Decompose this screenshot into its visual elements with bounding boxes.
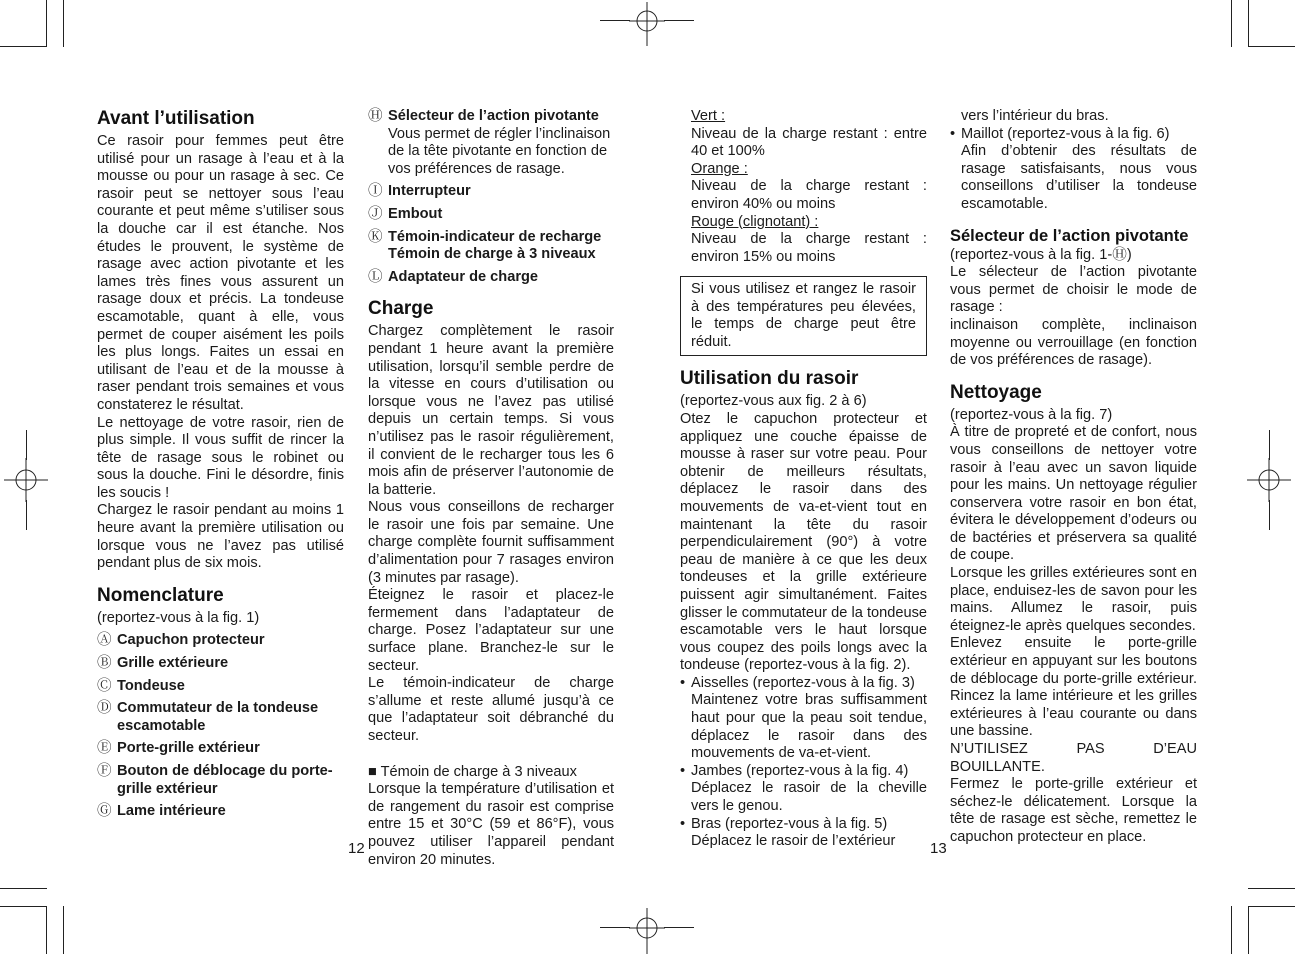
bullet-item bbox=[680, 816, 927, 851]
paragraph: Le sélecteur de l’action pivotante vous permet de choisir le mode de rasage : bbox=[950, 264, 1197, 316]
crop-mark bbox=[1269, 430, 1270, 460]
item-letter: Ⓘ bbox=[368, 183, 383, 200]
level-text-green: Niveau de la charge restant : entre 40 et 100% bbox=[691, 125, 927, 160]
item-letter: Ⓗ bbox=[368, 108, 383, 124]
figure-reference: (reportez-vous aux fig. 2 à 6) bbox=[680, 393, 867, 410]
bullet-item bbox=[950, 126, 1197, 214]
item-letter: Ⓕ bbox=[97, 763, 112, 779]
paragraph: N’UTILISEZ PAS D’EAU BOUILLANTE. bbox=[950, 741, 1197, 775]
paragraph: inclinaison complète, inclinaison moyenne ou verrouillage (en fonction de vos préférences de rasage). bbox=[950, 316, 1197, 369]
nomenclature-item bbox=[368, 183, 614, 201]
bullet-text: Déplacez le rasoir de la cheville vers le genou. bbox=[691, 780, 927, 815]
section-heading-nettoyage: Nettoyage bbox=[950, 381, 1042, 403]
bullet-icon: • bbox=[680, 674, 686, 691]
page-number: 12 bbox=[348, 840, 365, 857]
bullet-item bbox=[680, 763, 927, 816]
item-description: Vous permet de régler l’inclinaison de la tête pivotante en fonction de vos préférences de rasage. bbox=[388, 125, 611, 177]
crop-mark bbox=[1248, 906, 1249, 954]
bullet-text: Déplacez le rasoir de l’extérieur bbox=[691, 833, 896, 850]
paragraph: Nous vous conseillons de recharger le rasoir une fois par semaine. Une charge complète fournit suffisamment d’alimentation pour 7 rasages environ (3 minutes par rasage). bbox=[368, 499, 614, 586]
paragraph: Éteignez le rasoir et placez-le fermement dans l’adaptateur de charge. Posez l’adaptateur sur une surface plane. Branchez-le sur le secteur. bbox=[368, 587, 614, 674]
crop-mark bbox=[600, 20, 630, 21]
paragraph: Chargez le rasoir pendant au moins 1 heure avant la première utilisation ou lorsque vous ne l’avez pas utilisé pendant plus de six mois. bbox=[97, 502, 344, 572]
crop-mark bbox=[26, 430, 27, 460]
item-label: Sélecteur de l’action pivotante bbox=[388, 108, 599, 124]
crop-mark bbox=[1248, 906, 1295, 907]
item-letter: Ⓛ bbox=[368, 268, 383, 285]
item-label: Grille extérieure bbox=[117, 655, 229, 672]
item-label: Tondeuse bbox=[117, 677, 185, 694]
nomenclature-item bbox=[97, 678, 344, 696]
item-label: Porte-grille extérieur bbox=[117, 740, 260, 757]
item-label: Bouton de déblocage du porte-grille extérieur bbox=[117, 763, 333, 797]
bullet-title: Aisselles (reportez-vous à la fig. 3) bbox=[691, 674, 915, 691]
nomenclature-item bbox=[368, 269, 614, 287]
crop-mark bbox=[600, 927, 630, 928]
item-label: Embout bbox=[388, 205, 443, 222]
crop-mark bbox=[1248, 888, 1295, 889]
registration-mark bbox=[629, 2, 665, 46]
registration-mark bbox=[629, 908, 665, 954]
crop-mark bbox=[664, 20, 694, 21]
column-3 bbox=[691, 108, 927, 266]
nomenclature-item bbox=[368, 229, 614, 264]
item-label: Interrupteur bbox=[388, 183, 471, 200]
paragraph: Le nettoyage de votre rasoir, rien de plus simple. Il vous suffit de rincer la tête de rasage sous le robinet ou sous la douche. Fini le désordre, finis les soucis ! bbox=[97, 414, 344, 501]
nomenclature-item bbox=[97, 763, 344, 798]
paragraph: Le témoin-indicateur de charge s’allume et reste allumé jusqu’à ce que l’adaptateur soit débranché du secteur. bbox=[368, 675, 614, 744]
section-heading-selecteur: Sélecteur de l’action pivotante bbox=[950, 226, 1189, 245]
section-heading-utilisation: Utilisation du rasoir bbox=[680, 368, 859, 390]
figure-reference: (reportez-vous à la fig. 1-Ⓗ) bbox=[950, 246, 1132, 263]
column-1 bbox=[97, 108, 344, 821]
item-letter: Ⓓ bbox=[97, 700, 112, 717]
item-label: Témoin-indicateur de recharge Témoin de charge à 3 niveaux bbox=[388, 228, 602, 263]
nomenclature-item bbox=[97, 655, 344, 673]
paragraph: Fermez le porte-grille extérieur et séchez-le délicatement. Lorsque la tête de rasage est sèche, remettez le capuchon protecteur en place. bbox=[950, 776, 1197, 845]
bullet-title: Maillot (reportez-vous à la fig. 6) bbox=[961, 125, 1170, 142]
paragraph: Enlevez ensuite le porte-grille extérieur en appuyant sur les boutons de déblocage du porte-grille extérieur. Rincez la lame intérieure et les grilles extérieures à l’eau courante ou dans une bassine. bbox=[950, 635, 1197, 740]
crop-mark bbox=[664, 927, 694, 928]
figure-reference: (reportez-vous à la fig. 1) bbox=[97, 609, 260, 626]
paragraph: Otez le capuchon protecteur et appliquez une couche épaisse de mousse à raser sur votre peau. Pour obtenir de meilleurs résultats, déplacez le rasoir dans des mouvements de va-et-vient tout en maintenant la tête du rasoir perpendiculairement (90°) à votre peau de manière à ce que les deux tondeuses et la grille extérieure puissent agir simultanément. Faites glisser le commutateur de la tondeuse escamotable vers le haut lorsque vous coupez des poils longs avec la tondeuse (reportez-vous à la fig. 2). bbox=[680, 410, 927, 674]
crop-mark bbox=[1231, 0, 1232, 47]
crop-mark bbox=[46, 0, 47, 47]
subheading-charge-levels: ■ Témoin de charge à 3 niveaux bbox=[368, 763, 577, 780]
level-text-red: Niveau de la charge restant : environ 15% ou moins bbox=[691, 231, 927, 265]
nomenclature-item bbox=[97, 700, 344, 735]
crop-mark bbox=[63, 0, 64, 47]
bullet-icon: • bbox=[680, 815, 686, 832]
bullet-title: Bras (reportez-vous à la fig. 5) bbox=[691, 815, 888, 832]
item-letter: Ⓔ bbox=[97, 740, 112, 757]
item-letter: Ⓖ bbox=[97, 803, 112, 820]
column-4 bbox=[950, 108, 1197, 847]
level-label-red: Rouge (clignotant) : bbox=[691, 213, 819, 230]
paragraph: Chargez complètement le rasoir pendant 1 heure avant la première utilisation, lorsqu’il semble perdre de la vitesse en cours d’utilisation ou lorsque vous ne l’avez pas utilisé depuis un certain temps. Si vous n’utilisez pas le rasoir régulièrement, il convient de le recharger tous les 6 mois afin de préserver l’autonomie de la batterie. bbox=[368, 323, 614, 498]
registration-mark bbox=[4, 458, 48, 502]
figure-reference: (reportez-vous à la fig. 7) bbox=[950, 406, 1113, 423]
paragraph: Lorsque la température d’utilisation et de rangement du rasoir est comprise entre 15 et 30°C (59 et 86°F), vous pouvez utiliser l’appareil pendant environ 20 minutes. bbox=[368, 781, 614, 868]
item-letter: Ⓒ bbox=[97, 677, 112, 694]
nomenclature-item bbox=[97, 632, 344, 650]
section-heading-nomenclature: Nomenclature bbox=[97, 584, 224, 606]
level-label-orange: Orange : bbox=[691, 160, 748, 177]
bullet-text: Afin d’obtenir des résultats de rasage satisfaisants, nous vous conseillons d’utiliser la tondeuse escamotable. bbox=[961, 143, 1197, 212]
page-number: 13 bbox=[930, 840, 947, 857]
paragraph: À titre de propreté et de confort, nous vous conseillons de nettoyer votre rasoir à l’eau avec un savon liquide pour les mains. Un nettoyage régulier conservera votre rasoir en bon état, évitera le développement d’odeurs ou de bactéries et préservera sa qualité de coupe. bbox=[950, 424, 1197, 564]
nomenclature-item bbox=[368, 206, 614, 224]
nomenclature-item bbox=[368, 108, 614, 178]
level-text-orange: Niveau de la charge restant : environ 40% ou moins bbox=[691, 178, 927, 212]
nomenclature-item bbox=[97, 803, 344, 821]
bullet-text: Maintenez votre bras suffisamment haut pour que la peau soit tendue, déplacez le rasoir dans des mouvements de va-et-vient. bbox=[691, 692, 927, 762]
crop-mark bbox=[0, 906, 47, 907]
crop-mark bbox=[26, 500, 27, 530]
crop-mark bbox=[1248, 0, 1249, 47]
item-label: Capuchon protecteur bbox=[117, 632, 265, 649]
paragraph: vers l’intérieur du bras. bbox=[961, 108, 1109, 124]
column-3-main bbox=[680, 276, 927, 851]
note-box: Si vous utilisez et rangez le rasoir à des températures peu élevées, le temps de charge peut être réduit. bbox=[680, 276, 927, 356]
item-letter: Ⓚ bbox=[368, 228, 383, 245]
item-label: Lame intérieure bbox=[117, 803, 226, 820]
crop-mark bbox=[1231, 906, 1232, 954]
item-label: Adaptateur de charge bbox=[388, 268, 539, 285]
bullet-icon: • bbox=[680, 762, 686, 779]
crop-mark bbox=[46, 906, 47, 954]
crop-mark bbox=[1269, 500, 1270, 530]
paragraph: Lorsque les grilles extérieures sont en place, enduisez-les de savon pour les mains. Allumez le rasoir, puis éteignez-le après quelques secondes. bbox=[950, 565, 1197, 634]
registration-mark bbox=[1247, 458, 1291, 502]
paragraph: Ce rasoir pour femmes peut être utilisé pour un rasage à l’eau et à la mousse ou pour un rasage à sec. Ce rasoir peut se nettoyer sous l’eau courante et peut même s’utiliser sous la douche car il est étanche. Nos études le prouvent, le système de rasage avec action pivotante et les lames très fines vous assurent un rasage doux et précis. La tondeuse escamotable, quant à elle, vous permet de couper aisément les poils les plus longs. Faites un essai en utilisant de l’eau et de la mousse à raser pendant trois semaines et vous constaterez le résultat. bbox=[97, 133, 344, 413]
crop-mark bbox=[1248, 46, 1295, 47]
crop-mark bbox=[0, 888, 47, 889]
item-label: Commutateur de la tondeuse escamotable bbox=[117, 700, 319, 734]
level-label-green: Vert : bbox=[691, 108, 726, 124]
bullet-icon: • bbox=[950, 125, 956, 142]
crop-mark bbox=[63, 906, 64, 954]
section-heading-charge: Charge bbox=[368, 298, 434, 320]
item-letter: Ⓐ bbox=[97, 632, 112, 649]
bullet-item bbox=[680, 675, 927, 763]
item-letter: Ⓑ bbox=[97, 655, 112, 672]
crop-mark bbox=[0, 46, 47, 47]
nomenclature-item bbox=[97, 740, 344, 758]
item-letter: Ⓙ bbox=[368, 205, 383, 222]
bullet-title: Jambes (reportez-vous à la fig. 4) bbox=[691, 762, 909, 779]
section-heading-avant: Avant l’utilisation bbox=[97, 108, 255, 129]
column-2 bbox=[368, 108, 614, 869]
